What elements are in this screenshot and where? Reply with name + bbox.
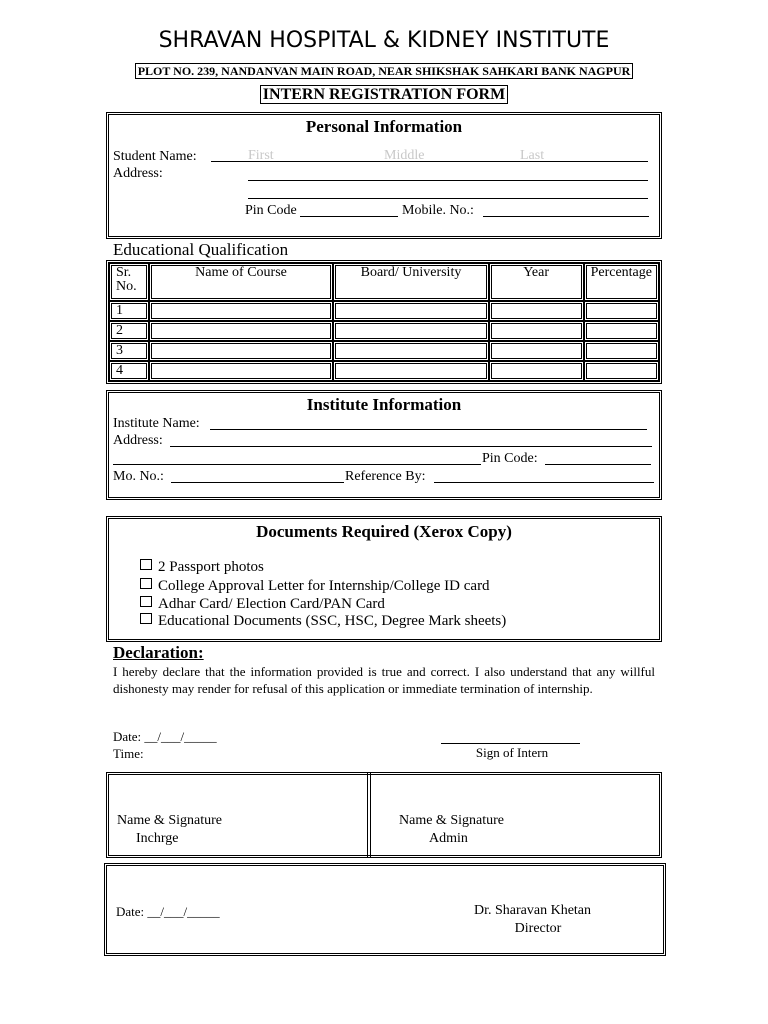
institute-mobile-line[interactable] (171, 482, 344, 483)
reference-line[interactable] (434, 482, 654, 483)
intern-signature-label: Sign of Intern (475, 745, 549, 760)
percentage-cell[interactable] (584, 341, 659, 361)
course-cell[interactable] (149, 341, 334, 361)
incharge-signature-label: Name & Signature (117, 813, 222, 828)
signatures-divider (367, 772, 371, 858)
board-cell[interactable] (333, 341, 488, 361)
first-name-placeholder[interactable]: First (248, 148, 274, 163)
checkbox[interactable] (140, 613, 152, 624)
year-cell[interactable] (489, 341, 584, 361)
pin-code-label: Pin Code (245, 203, 297, 218)
institute-mobile-label: Mo. No.: (113, 469, 164, 484)
document-label: Adhar Card/ Election Card/PAN Card (158, 596, 385, 612)
address-line-2[interactable] (248, 198, 648, 199)
address-line-1[interactable] (248, 180, 648, 181)
personal-info-heading: Personal Information (305, 117, 463, 136)
document-label: College Approval Letter for Internship/College ID card (158, 578, 490, 594)
percentage-cell[interactable] (584, 321, 659, 341)
mobile-line[interactable] (483, 216, 649, 217)
declaration-text: I hereby declare that the information provided is true and correct. I also understand that any willful dishonesty may render for refusal of this application or immediate termination of internship. (113, 664, 655, 696)
last-name-placeholder[interactable]: Last (520, 148, 545, 163)
institute-pin-code-label: Pin Code: (482, 451, 538, 466)
col-header-board: Board/ University (333, 263, 488, 301)
admin-role: Admin (429, 831, 468, 846)
reference-label: Reference By: (345, 469, 426, 484)
checkbox[interactable] (140, 578, 152, 589)
row-number: 2 (109, 321, 149, 341)
document-item (140, 596, 385, 613)
board-cell[interactable] (333, 301, 488, 321)
year-cell[interactable] (489, 301, 584, 321)
admin-signature-label: Name & Signature (399, 813, 504, 828)
percentage-cell[interactable] (584, 301, 659, 321)
institute-name-label: Institute Name: (113, 416, 200, 431)
col-header-year: Year (489, 263, 584, 301)
form-title-banner (0, 86, 768, 104)
table-row (109, 321, 659, 341)
row-number: 3 (109, 341, 149, 361)
course-cell[interactable] (149, 361, 334, 381)
footer-date: Date: __/___/_____ (116, 904, 220, 919)
director-name: Dr. Sharavan Khetan (474, 903, 592, 918)
student-name-label: Student Name: (113, 149, 197, 164)
institute-name-line[interactable] (210, 429, 647, 430)
col-header-course: Name of Course (149, 263, 334, 301)
director-role: Director (514, 921, 562, 936)
pin-code-line[interactable] (300, 216, 398, 217)
hospital-address: PLOT NO. 239, NANDANVAN MAIN ROAD, NEAR SHIKSHAK SAHKARI BANK NAGPUR (135, 63, 634, 79)
col-header-sr-no: Sr. No. (109, 263, 149, 301)
year-cell[interactable] (489, 361, 584, 381)
board-cell[interactable] (333, 361, 488, 381)
middle-name-placeholder[interactable]: Middle (384, 148, 425, 163)
document-item (140, 559, 264, 576)
checkbox[interactable] (140, 559, 152, 570)
institute-address-line-2[interactable] (113, 464, 481, 465)
document-label: Educational Documents (SSC, HSC, Degree Mark sheets) (158, 613, 507, 629)
address-label: Address: (113, 166, 163, 181)
declaration-heading: Declaration: (113, 643, 204, 662)
board-cell[interactable] (333, 321, 488, 341)
address-banner (0, 62, 768, 80)
row-number: 1 (109, 301, 149, 321)
intern-signature-line[interactable] (441, 743, 580, 744)
institute-pin-code-line[interactable] (545, 464, 651, 465)
table-row (109, 341, 659, 361)
year-cell[interactable] (489, 321, 584, 341)
percentage-cell[interactable] (584, 361, 659, 381)
document-label: 2 Passport photos (158, 559, 264, 575)
row-number: 4 (109, 361, 149, 381)
education-heading: Educational Qualification (113, 240, 289, 259)
incharge-role: Inchrge (136, 831, 179, 846)
declaration-date: Date: __/___/_____ (113, 729, 217, 744)
course-cell[interactable] (149, 301, 334, 321)
documents-heading: Documents Required (Xerox Copy) (256, 522, 512, 541)
education-table (106, 260, 662, 384)
declaration-time-label: Time: (113, 746, 144, 761)
form-title: INTERN REGISTRATION FORM (260, 85, 508, 104)
student-name-line[interactable] (211, 161, 648, 162)
table-row (109, 301, 659, 321)
table-row (109, 361, 659, 381)
institute-address-label: Address: (113, 433, 163, 448)
institute-address-line-1[interactable] (170, 446, 652, 447)
course-cell[interactable] (149, 321, 334, 341)
document-item (140, 613, 506, 630)
institute-info-heading: Institute Information (306, 395, 462, 414)
document-item (140, 578, 490, 595)
hospital-name: SHRAVAN HOSPITAL & KIDNEY INSTITUTE (158, 28, 610, 53)
checkbox[interactable] (140, 596, 152, 607)
mobile-label: Mobile. No.: (402, 203, 474, 218)
col-header-percentage: Percentage (584, 263, 659, 301)
